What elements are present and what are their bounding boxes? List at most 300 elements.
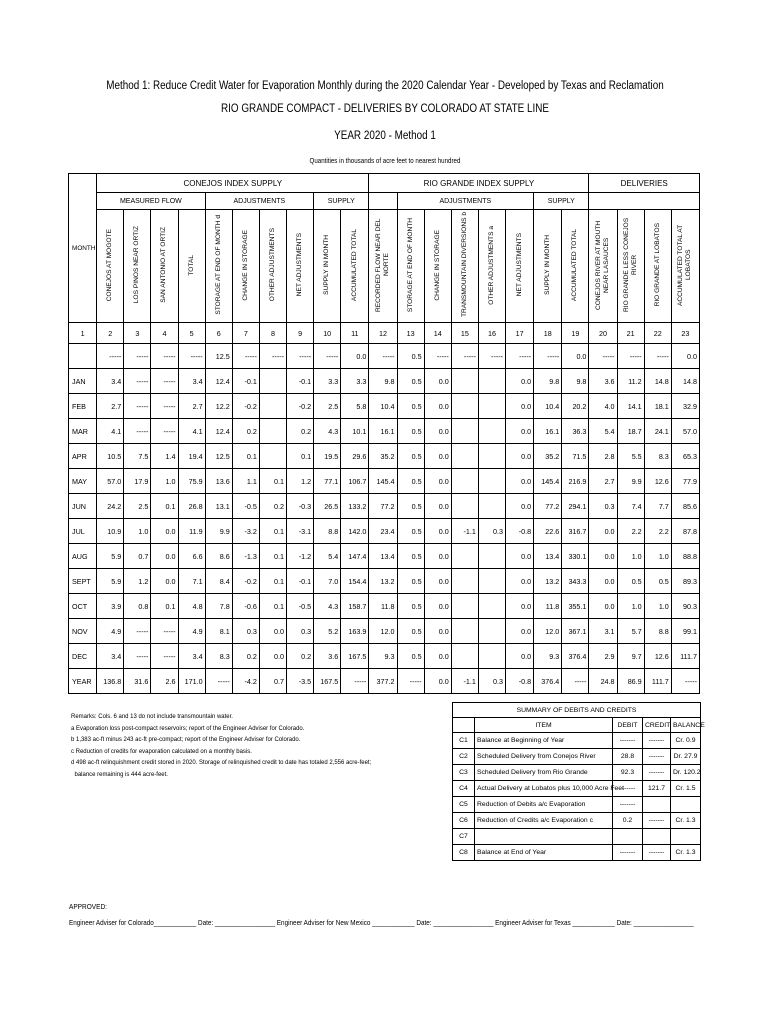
value-cell: 36.3 bbox=[562, 419, 589, 444]
month-cell: DEC bbox=[69, 644, 97, 669]
value-cell: 8.4 bbox=[205, 569, 232, 594]
value-cell: 163.9 bbox=[341, 619, 369, 644]
summary-balance: Cr. 1.3 bbox=[671, 845, 701, 861]
units-note: Quantities in thousands of acre feet to nearest hundred bbox=[309, 156, 461, 165]
value-cell bbox=[478, 619, 505, 644]
summary-credit-header: CREDIT bbox=[643, 718, 671, 733]
value-cell: 90.3 bbox=[671, 594, 699, 619]
value-cell: 10.9 bbox=[97, 519, 124, 544]
column-header bbox=[287, 210, 314, 323]
value-cell: 4.3 bbox=[314, 594, 341, 619]
value-cell: 294.1 bbox=[562, 494, 589, 519]
rg-adjustments-header: ADJUSTMENTS bbox=[397, 193, 534, 210]
month-cell bbox=[69, 344, 97, 369]
value-cell: 1.0 bbox=[124, 519, 151, 544]
value-cell: 12.4 bbox=[205, 419, 232, 444]
value-cell: 10.1 bbox=[341, 419, 369, 444]
value-cell: 0.0 bbox=[506, 544, 534, 569]
value-cell: 0.0 bbox=[506, 594, 534, 619]
value-cell: 9.8 bbox=[369, 369, 397, 394]
month-cell: OCT bbox=[69, 594, 97, 619]
column-header bbox=[589, 210, 617, 323]
month-cell: JUL bbox=[69, 519, 97, 544]
value-cell: 0.0 bbox=[589, 569, 617, 594]
value-cell: 8.1 bbox=[205, 619, 232, 644]
value-cell: 87.8 bbox=[671, 519, 699, 544]
column-number: 6 bbox=[205, 323, 232, 344]
summary-code: C4 bbox=[453, 781, 475, 797]
value-cell: 4.9 bbox=[178, 619, 205, 644]
summary-credit: ------- bbox=[643, 845, 671, 861]
value-cell: ----- bbox=[124, 369, 151, 394]
value-cell: ----- bbox=[397, 669, 424, 694]
column-header-label: NET ADJUSTMENTS bbox=[515, 233, 523, 297]
value-cell: 3.6 bbox=[314, 644, 341, 669]
summary-balance: Cr. 1.5 bbox=[671, 781, 701, 797]
value-cell: 5.7 bbox=[617, 619, 644, 644]
value-cell bbox=[478, 569, 505, 594]
column-header-label: SUPPLY IN MONTH bbox=[323, 235, 331, 295]
summary-item: Reduction of Debits a/c Evaporation bbox=[475, 797, 613, 813]
value-cell: 22.6 bbox=[534, 519, 562, 544]
value-cell: 0.0 bbox=[341, 344, 369, 369]
remarks-block bbox=[71, 711, 441, 781]
value-cell: 2.5 bbox=[124, 494, 151, 519]
column-header bbox=[232, 210, 259, 323]
value-cell: 19.5 bbox=[314, 444, 341, 469]
month-cell: JUN bbox=[69, 494, 97, 519]
value-cell: 24.1 bbox=[644, 419, 671, 444]
table-row bbox=[69, 494, 700, 519]
value-cell: 167.5 bbox=[341, 644, 369, 669]
value-cell: ----- bbox=[589, 344, 617, 369]
value-cell: 26.5 bbox=[314, 494, 341, 519]
value-cell: ----- bbox=[671, 669, 699, 694]
value-cell: 4.1 bbox=[178, 419, 205, 444]
value-cell: 0.5 bbox=[397, 494, 424, 519]
value-cell: 10.5 bbox=[97, 444, 124, 469]
column-header bbox=[671, 210, 699, 323]
value-cell: 2.5 bbox=[314, 394, 341, 419]
value-cell: 4.1 bbox=[97, 419, 124, 444]
column-header bbox=[617, 210, 644, 323]
table-row bbox=[69, 544, 700, 569]
value-cell bbox=[478, 594, 505, 619]
table-row bbox=[69, 394, 700, 419]
value-cell: 0.2 bbox=[287, 644, 314, 669]
value-cell: -0.1 bbox=[232, 369, 259, 394]
value-cell: 0.0 bbox=[424, 394, 451, 419]
column-header-label: CHANGE IN STORAGE bbox=[433, 229, 441, 301]
value-cell: 5.9 bbox=[97, 569, 124, 594]
value-cell: 158.7 bbox=[341, 594, 369, 619]
value-cell: ----- bbox=[124, 344, 151, 369]
value-cell: 343.3 bbox=[562, 569, 589, 594]
table-row bbox=[69, 619, 700, 644]
value-cell: 154.4 bbox=[341, 569, 369, 594]
value-cell: 8.8 bbox=[644, 619, 671, 644]
value-cell: 330.1 bbox=[562, 544, 589, 569]
value-cell: 77.9 bbox=[671, 469, 699, 494]
column-header-label: LOS PINOS NEAR ORTIZ bbox=[133, 226, 141, 304]
value-cell bbox=[478, 394, 505, 419]
value-cell: 9.7 bbox=[617, 644, 644, 669]
value-cell: 77.1 bbox=[314, 469, 341, 494]
value-cell: 0.0 bbox=[506, 369, 534, 394]
summary-credit: ------- bbox=[643, 813, 671, 829]
value-cell: ----- bbox=[534, 344, 562, 369]
column-header bbox=[644, 210, 671, 323]
value-cell: 12.5 bbox=[205, 444, 232, 469]
value-cell: 0.5 bbox=[397, 469, 424, 494]
measured-flow-header: MEASURED FLOW bbox=[97, 193, 206, 210]
value-cell bbox=[259, 419, 286, 444]
value-cell: 0.7 bbox=[124, 544, 151, 569]
value-cell: 0.0 bbox=[424, 644, 451, 669]
value-cell: 0.0 bbox=[671, 344, 699, 369]
value-cell: 0.0 bbox=[259, 644, 286, 669]
value-cell: 1.0 bbox=[644, 544, 671, 569]
value-cell: 0.5 bbox=[617, 569, 644, 594]
table-row bbox=[69, 469, 700, 494]
value-cell bbox=[451, 419, 478, 444]
value-cell: 0.0 bbox=[506, 644, 534, 669]
summary-balance: Cr. 1.3 bbox=[671, 813, 701, 829]
value-cell bbox=[259, 369, 286, 394]
value-cell: 7.0 bbox=[314, 569, 341, 594]
summary-item: Actual Delivery at Lobatos plus 10,000 Acre Feet bbox=[475, 781, 613, 797]
value-cell: 0.0 bbox=[424, 469, 451, 494]
summary-row bbox=[453, 845, 701, 861]
value-cell: 133.2 bbox=[341, 494, 369, 519]
value-cell: 75.9 bbox=[178, 469, 205, 494]
column-number: 3 bbox=[124, 323, 151, 344]
summary-code: C3 bbox=[453, 765, 475, 781]
value-cell: 0.0 bbox=[506, 394, 534, 419]
column-header bbox=[478, 210, 505, 323]
summary-row bbox=[453, 829, 701, 845]
value-cell: 35.2 bbox=[534, 444, 562, 469]
value-cell: 0.1 bbox=[259, 569, 286, 594]
value-cell: 14.1 bbox=[617, 394, 644, 419]
month-cell: YEAR bbox=[69, 669, 97, 694]
adjustments-header: ADJUSTMENTS bbox=[205, 193, 314, 210]
summary-balance: Dr. 27.9 bbox=[671, 749, 701, 765]
column-header-label: STORAGE AT END OF MONTH bbox=[406, 217, 414, 313]
value-cell: 9.9 bbox=[617, 469, 644, 494]
value-cell: 9.8 bbox=[534, 369, 562, 394]
value-cell: 11.2 bbox=[617, 369, 644, 394]
value-cell: -3.2 bbox=[232, 519, 259, 544]
value-cell: -0.1 bbox=[287, 569, 314, 594]
column-header-label: SAN ANTONIO AT ORTIZ bbox=[160, 227, 168, 303]
value-cell: 0.8 bbox=[124, 594, 151, 619]
column-header bbox=[205, 210, 232, 323]
column-header bbox=[562, 210, 589, 323]
column-header-label: SUPPLY IN MONTH bbox=[543, 235, 551, 295]
value-cell: 7.8 bbox=[205, 594, 232, 619]
column-header-label: ACCUMULATED TOTAL AT LOBATOS bbox=[677, 224, 693, 306]
value-cell: 0.5 bbox=[397, 644, 424, 669]
summary-debit-header: DEBIT bbox=[613, 718, 643, 733]
value-cell: 0.1 bbox=[259, 544, 286, 569]
rg-supply-header: SUPPLY bbox=[534, 193, 589, 210]
value-cell bbox=[451, 394, 478, 419]
column-header-label: RIO GRANDE LESS CONEJOS RIVER bbox=[622, 217, 638, 313]
column-number: 15 bbox=[451, 323, 478, 344]
value-cell: -1.1 bbox=[451, 519, 478, 544]
value-cell: 16.1 bbox=[369, 419, 397, 444]
column-number: 16 bbox=[478, 323, 505, 344]
value-cell: 0.5 bbox=[397, 594, 424, 619]
remark-line: d 498 ac-ft relinquishment credit stored in 2020. Storage of relinquished credit to date has totaled 2,556 acre-feet; bbox=[71, 759, 372, 767]
value-cell: ----- bbox=[124, 619, 151, 644]
value-cell: -0.8 bbox=[506, 519, 534, 544]
value-cell: ----- bbox=[205, 669, 232, 694]
value-cell bbox=[451, 494, 478, 519]
column-number: 21 bbox=[617, 323, 644, 344]
value-cell: 0.0 bbox=[424, 494, 451, 519]
value-cell: 0.0 bbox=[562, 344, 589, 369]
value-cell: 10.4 bbox=[369, 394, 397, 419]
value-cell: 145.4 bbox=[534, 469, 562, 494]
value-cell: 1.0 bbox=[617, 544, 644, 569]
value-cell bbox=[478, 419, 505, 444]
column-header-label: NET ADJUSTMENTS bbox=[296, 233, 304, 297]
value-cell: 77.2 bbox=[534, 494, 562, 519]
value-cell: 0.2 bbox=[232, 419, 259, 444]
value-cell: 99.1 bbox=[671, 619, 699, 644]
value-cell: 7.4 bbox=[617, 494, 644, 519]
value-cell: 13.6 bbox=[205, 469, 232, 494]
summary-debit: ------- bbox=[613, 781, 643, 797]
value-cell: 0.0 bbox=[424, 519, 451, 544]
value-cell: 0.5 bbox=[397, 619, 424, 644]
summary-debit: 92.3 bbox=[613, 765, 643, 781]
value-cell: 7.1 bbox=[178, 569, 205, 594]
value-cell: 0.0 bbox=[424, 619, 451, 644]
value-cell: 8.6 bbox=[205, 544, 232, 569]
summary-credit bbox=[643, 797, 671, 813]
signature-line: Engineer Adviser for Colorado____________ Date: _________________ Engineer Adviser for New Mexico ____________ Date: _________________ Engineer Adviser for Texas ____________ Date: _________________ bbox=[69, 918, 694, 927]
column-header bbox=[506, 210, 534, 323]
value-cell: ----- bbox=[287, 344, 314, 369]
value-cell: ----- bbox=[124, 394, 151, 419]
value-cell bbox=[478, 644, 505, 669]
column-header-label: OTHER ADJUSTMENTS bbox=[268, 228, 276, 302]
value-cell: 2.7 bbox=[589, 469, 617, 494]
value-cell: 9.8 bbox=[562, 369, 589, 394]
value-cell: 1.2 bbox=[124, 569, 151, 594]
value-cell: 0.0 bbox=[589, 544, 617, 569]
value-cell: 8.3 bbox=[644, 444, 671, 469]
column-number: 17 bbox=[506, 323, 534, 344]
table-row bbox=[69, 444, 700, 469]
value-cell bbox=[451, 569, 478, 594]
value-cell: 6.6 bbox=[178, 544, 205, 569]
value-cell: 0.5 bbox=[397, 419, 424, 444]
value-cell: 9.9 bbox=[205, 519, 232, 544]
value-cell bbox=[259, 394, 286, 419]
value-cell: 16.1 bbox=[534, 419, 562, 444]
value-cell: 1.2 bbox=[287, 469, 314, 494]
value-cell: 106.7 bbox=[341, 469, 369, 494]
value-cell: 0.2 bbox=[259, 494, 286, 519]
column-number: 9 bbox=[287, 323, 314, 344]
value-cell: 0.0 bbox=[259, 619, 286, 644]
column-number: 8 bbox=[259, 323, 286, 344]
value-cell: ----- bbox=[506, 344, 534, 369]
value-cell: 1.0 bbox=[644, 594, 671, 619]
column-number: 2 bbox=[97, 323, 124, 344]
summary-item: Balance at End of Year bbox=[475, 845, 613, 861]
summary-credit: ------- bbox=[643, 733, 671, 749]
value-cell: 0.0 bbox=[424, 369, 451, 394]
value-cell: 3.4 bbox=[97, 369, 124, 394]
value-cell: ----- bbox=[644, 344, 671, 369]
column-header bbox=[397, 210, 424, 323]
value-cell: 0.0 bbox=[424, 419, 451, 444]
summary-item bbox=[475, 829, 613, 845]
column-header-label: ACCUMULATED TOTAL bbox=[571, 228, 579, 302]
value-cell: 3.3 bbox=[314, 369, 341, 394]
value-cell: 4.3 bbox=[314, 419, 341, 444]
summary-debit: ------- bbox=[613, 733, 643, 749]
value-cell: 376.4 bbox=[534, 669, 562, 694]
summary-code: C8 bbox=[453, 845, 475, 861]
value-cell: 14.8 bbox=[671, 369, 699, 394]
column-header bbox=[424, 210, 451, 323]
column-header bbox=[124, 210, 151, 323]
summary-balance bbox=[671, 797, 701, 813]
value-cell: 35.2 bbox=[369, 444, 397, 469]
value-cell: ----- bbox=[124, 644, 151, 669]
value-cell: ----- bbox=[97, 344, 124, 369]
value-cell: 3.1 bbox=[589, 619, 617, 644]
value-cell: 0.3 bbox=[478, 519, 505, 544]
value-cell: 3.4 bbox=[97, 644, 124, 669]
value-cell: 0.5 bbox=[397, 519, 424, 544]
column-header bbox=[314, 210, 341, 323]
conejos-group-header: CONEJOS INDEX SUPPLY bbox=[97, 174, 369, 193]
value-cell: 167.5 bbox=[314, 669, 341, 694]
remark-line: balance remaining is 444 acre-feet. bbox=[74, 770, 168, 778]
summary-item: Balance at Beginning of Year bbox=[475, 733, 613, 749]
value-cell bbox=[259, 444, 286, 469]
value-cell bbox=[451, 619, 478, 644]
value-cell: 0.1 bbox=[151, 494, 178, 519]
riogrande-group-header: RIO GRANDE INDEX SUPPLY bbox=[369, 174, 589, 193]
summary-debit: 0.2 bbox=[613, 813, 643, 829]
value-cell: ----- bbox=[562, 669, 589, 694]
value-cell bbox=[478, 494, 505, 519]
summary-balance bbox=[671, 829, 701, 845]
value-cell: 367.1 bbox=[562, 619, 589, 644]
summary-row bbox=[453, 765, 701, 781]
month-cell: APR bbox=[69, 444, 97, 469]
value-cell: 12.0 bbox=[369, 619, 397, 644]
column-header bbox=[451, 210, 478, 323]
month-cell: MAR bbox=[69, 419, 97, 444]
deliveries-table bbox=[68, 173, 700, 694]
summary-debit bbox=[613, 829, 643, 845]
value-cell: -1.2 bbox=[287, 544, 314, 569]
remark-line: Remarks: Cols. 6 and 13 do not include transmountain water. bbox=[71, 713, 233, 720]
column-number: 7 bbox=[232, 323, 259, 344]
value-cell: 0.5 bbox=[397, 394, 424, 419]
spacer-cell bbox=[589, 193, 700, 210]
value-cell: 0.0 bbox=[424, 544, 451, 569]
month-cell: NOV bbox=[69, 619, 97, 644]
value-cell: -0.8 bbox=[506, 669, 534, 694]
value-cell: 8.8 bbox=[314, 519, 341, 544]
value-cell: 0.5 bbox=[397, 444, 424, 469]
value-cell: 0.0 bbox=[506, 619, 534, 644]
summary-row bbox=[453, 781, 701, 797]
month-cell: MAY bbox=[69, 469, 97, 494]
remark-line: a Evaporation loss post-compact reservoirs; report of the Engineer Adviser for Colorado. bbox=[71, 724, 305, 732]
value-cell bbox=[451, 369, 478, 394]
value-cell: 24.8 bbox=[589, 669, 617, 694]
value-cell: 11.8 bbox=[369, 594, 397, 619]
summary-balance-header: BALANCE bbox=[671, 718, 701, 733]
value-cell: 2.7 bbox=[97, 394, 124, 419]
summary-code: C1 bbox=[453, 733, 475, 749]
value-cell: 0.5 bbox=[397, 369, 424, 394]
value-cell: ----- bbox=[232, 344, 259, 369]
column-number: 5 bbox=[178, 323, 205, 344]
value-cell: 13.1 bbox=[205, 494, 232, 519]
value-cell: 3.4 bbox=[178, 369, 205, 394]
value-cell: 111.7 bbox=[671, 644, 699, 669]
column-number: 12 bbox=[369, 323, 397, 344]
value-cell: 0.0 bbox=[424, 444, 451, 469]
remark-line: c Reduction of credits for evaporation calculated on a monthly basis. bbox=[71, 747, 252, 755]
value-cell: 18.7 bbox=[617, 419, 644, 444]
value-cell bbox=[451, 594, 478, 619]
value-cell: 17.9 bbox=[124, 469, 151, 494]
value-cell: 18.1 bbox=[644, 394, 671, 419]
value-cell: 0.1 bbox=[259, 519, 286, 544]
value-cell: 11.9 bbox=[178, 519, 205, 544]
value-cell: 29.6 bbox=[341, 444, 369, 469]
value-cell: 316.7 bbox=[562, 519, 589, 544]
value-cell: 0.0 bbox=[506, 444, 534, 469]
supply-header: SUPPLY bbox=[314, 193, 369, 210]
summary-table bbox=[452, 702, 705, 861]
value-cell: 0.5 bbox=[644, 569, 671, 594]
value-cell: ----- bbox=[151, 419, 178, 444]
value-cell: 0.0 bbox=[589, 594, 617, 619]
value-cell: -0.2 bbox=[287, 394, 314, 419]
value-cell: 0.0 bbox=[506, 469, 534, 494]
value-cell: 86.9 bbox=[617, 669, 644, 694]
value-cell: 2.2 bbox=[617, 519, 644, 544]
value-cell bbox=[451, 544, 478, 569]
value-cell: 4.0 bbox=[589, 394, 617, 419]
report-year: YEAR 2020 - Method 1 bbox=[334, 130, 436, 142]
approved-label: APPROVED: bbox=[69, 902, 107, 911]
value-cell: 142.0 bbox=[341, 519, 369, 544]
month-cell: FEB bbox=[69, 394, 97, 419]
column-number: 13 bbox=[397, 323, 424, 344]
value-cell: 26.8 bbox=[178, 494, 205, 519]
summary-item: Reduction of Credits a/c Evaporation c bbox=[475, 813, 613, 829]
value-cell: 12.4 bbox=[205, 369, 232, 394]
value-cell: 216.9 bbox=[562, 469, 589, 494]
value-cell: 4.9 bbox=[97, 619, 124, 644]
value-cell: 0.1 bbox=[232, 444, 259, 469]
